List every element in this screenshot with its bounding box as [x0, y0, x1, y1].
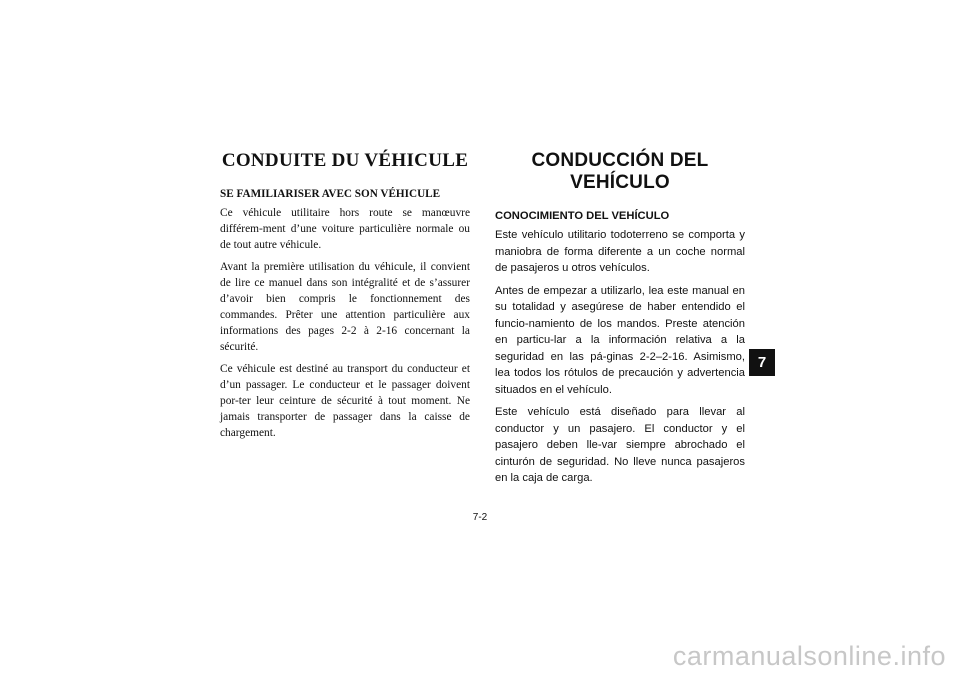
spanish-subheading: CONOCIMIENTO DEL VEHÍCULO: [495, 210, 670, 222]
spanish-paragraph: Este vehículo está diseñado para llevar al conductor y un pasajero. El conductor y el pasajero deben lle-var siempre abrochado el cinturón de seguridad. No lleve nunca pasajeros en la caja de carga.: [495, 406, 745, 484]
french-section-title: CONDUITE DU VÉHICULE: [221, 150, 469, 171]
french-column: [220, 150, 470, 447]
french-subheading: SE FAMILIARISER AVEC SON VÉHICULE: [220, 188, 441, 200]
spanish-paragraph: Este vehículo utilitario todoterreno se comporta y maniobra de forma diferente a un coche normal de pasajeros u otros vehículos.: [495, 229, 745, 274]
spanish-column: [495, 150, 745, 493]
chapter-tab: 7: [749, 349, 775, 376]
watermark: carmanualsonline.info: [672, 641, 946, 671]
spanish-section-title: CONDUCCIÓN DEL VEHÍCULO: [531, 150, 709, 193]
french-paragraph: Ce véhicule est destiné au transport du conducteur et d’un passager. Le conducteur et le passager doivent por-ter leur ceinture de sécurité à tout moment. Ne jamais transporter de passager dans la caisse de chargement.: [220, 363, 470, 439]
spanish-paragraph: Antes de empezar a utilizarlo, lea este manual en su totalidad y asegúrese de haber entendido el funcio-namiento de los mandos. Preste atención en particu-lar a la información relativa a la seguridad en las pá-ginas 2-2–2-16. Asimismo, lea todos los rótulos de precaución y advertencia situados en el vehículo.: [495, 284, 745, 396]
french-paragraph: Ce véhicule utilitaire hors route se manœuvre différem-ment d’une voiture particulière normale ou de tout autre véhicule.: [220, 207, 470, 251]
french-paragraph: Avant la première utilisation du véhicule, il convient de lire ce manuel dans son intégralité et de s’assurer d’avoir bien compris le fonctionnement des commandes. Prêter une attention particulière aux informations des pages 2-2 à 2-16 concernant la sécurité.: [220, 261, 470, 353]
page-number: 7-2: [472, 512, 488, 523]
